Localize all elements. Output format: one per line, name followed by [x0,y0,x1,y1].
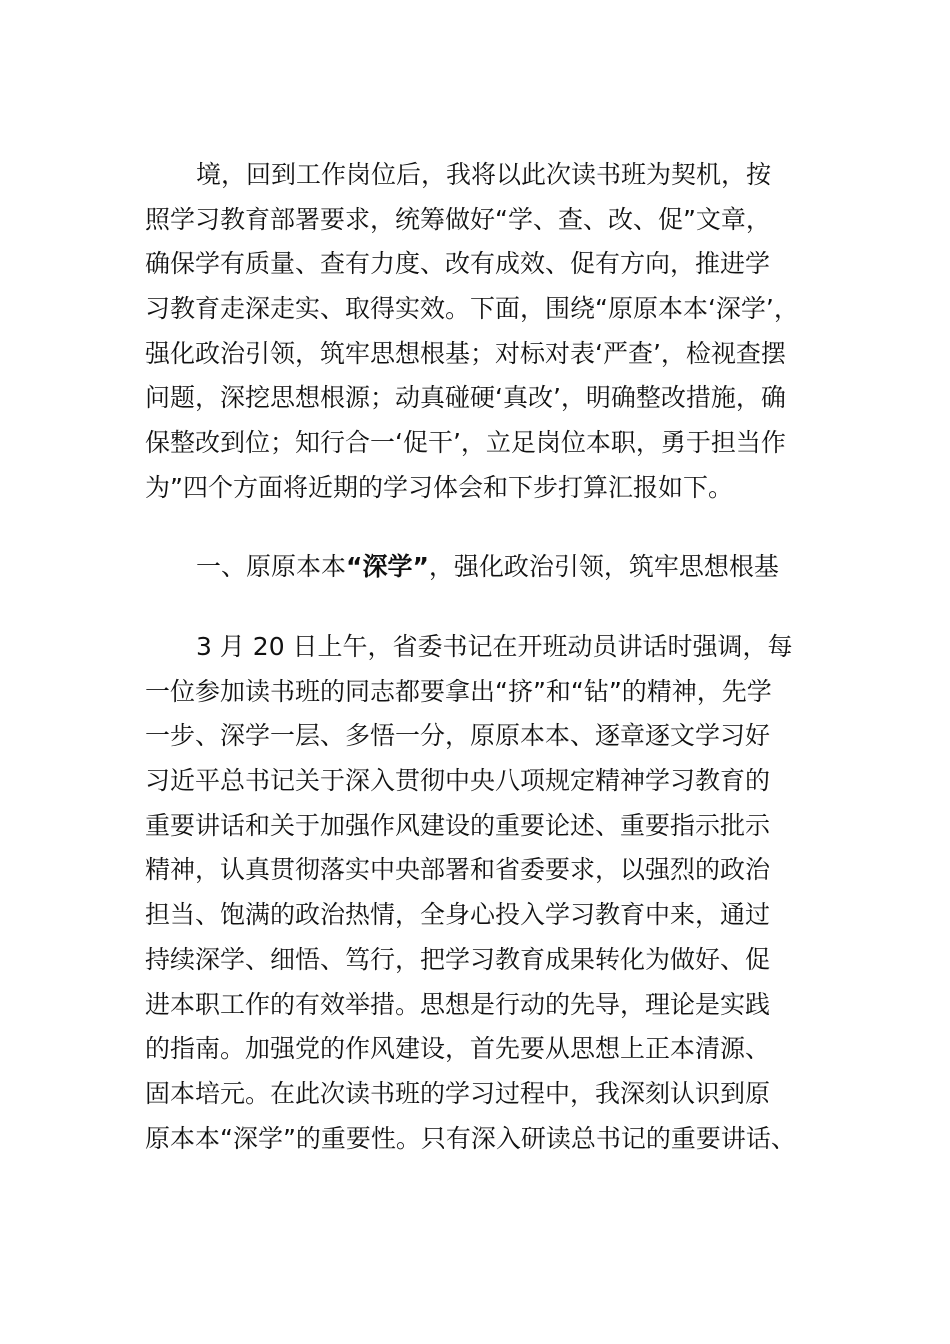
body-paragraph [145,625,825,1161]
section-heading-quoted: “深学” [346,552,429,581]
text-line: 问题，深挖思想根源；动真碰硬‘真改’，明确整改措施，确 [145,383,786,413]
text-line: 一步、深学一层、多悟一分，原原本本、逐章逐文学习好 [145,721,771,751]
text-line: 强化政治引领，筑牢思想根基；对标对表‘严查’，检视查摆 [145,338,786,368]
text-line: 精神，认真贯彻落实中央部署和省委要求，以强烈的政治 [145,855,771,885]
text-line: 习近平总书记关于深入贯彻中央八项规定精神学习教育的 [145,766,771,796]
text-line: 一位参加读书班的同志都要拿出“挤”和“钻”的精神，先学 [145,676,772,706]
text-line: 3 月 20 日上午，省委书记在开班动员讲话时强调，每 [196,632,793,661]
text-line: 固本培元。在此次读书班的学习过程中，我深刻认识到原 [145,1078,771,1108]
section-heading-line [145,545,825,590]
section-heading [145,545,825,590]
text-line: 照学习教育部署要求，统筹做好“学、查、改、促”文章， [145,204,771,234]
text-line: 持续深学、细悟、笃行，把学习教育成果转化为做好、促 [145,944,771,974]
section-heading-suffix: ，强化政治引领，筑牢思想根基 [428,552,779,581]
intro-paragraph [145,153,825,511]
text-line: 境，回到工作岗位后，我将以此次读书班为契机，按 [196,160,772,189]
text-line: 进本职工作的有效举措。思想是行动的先导，理论是实践 [145,989,771,1019]
text-line: 重要讲话和关于加强作风建设的重要论述、重要指示批示 [145,810,771,840]
text-line: 为”四个方面将近期的学习体会和下步打算汇报如下。 [145,472,733,502]
section-heading-prefix: 一、原原本本 [196,552,347,581]
text-line: 的指南。加强党的作风建设，首先要从思想上正本清源、 [145,1034,771,1064]
text-line: 担当、饱满的政治热情，全身心投入学习教育中来，通过 [145,900,771,930]
text-line: 原本本“深学”的重要性。只有深入研读总书记的重要讲话、 [145,1123,796,1153]
text-line: 保整改到位；知行合一‘促干’，立足岗位本职，勇于担当作 [145,428,786,458]
text-line: 习教育走深走实、取得实效。下面，围绕“原原本本‘深学’， [145,294,799,324]
text-line: 确保学有质量、查有力度、改有成效、促有方向，推进学 [145,249,771,279]
